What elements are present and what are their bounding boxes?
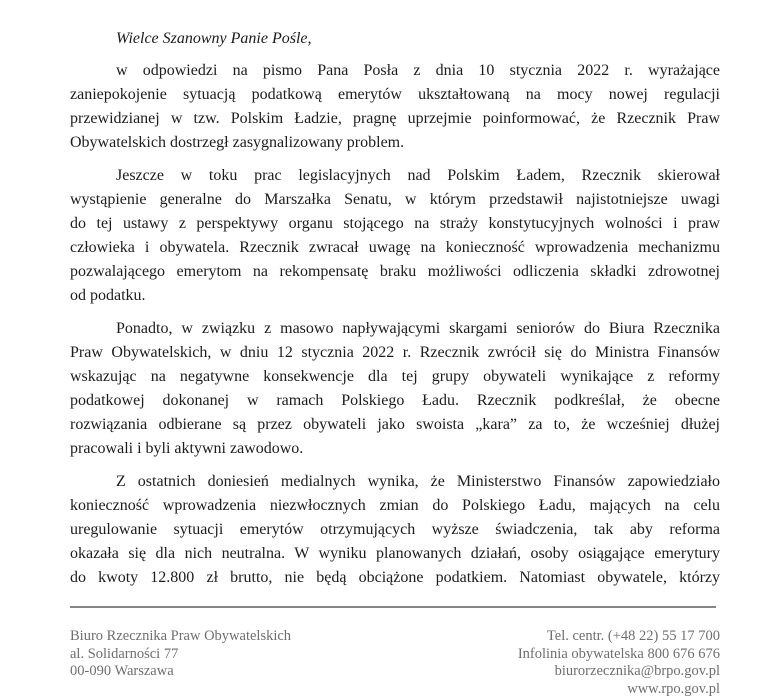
paragraph-line: uregulowanie sytuacji emerytów otrzymujących wyższe świadczenia, tak aby reforma — [70, 521, 720, 538]
footer-address-line: al. Solidarności 77 — [70, 645, 179, 662]
paragraph-line: do tej ustawy z perspektywy organu stojącego na straży konstytucyjnych wolności i praw — [70, 215, 720, 232]
footer-contact-line: biurorzecznika@brpo.gov.pl — [554, 663, 720, 679]
footer-columns — [70, 628, 720, 698]
paragraph-line: pracowali i byli aktywni zawodowo. — [70, 440, 304, 457]
letter-paragraphs — [70, 59, 720, 590]
paragraph-line: zaniepokojenie sytuacją podatkową emerytów ukształtowaną na mocy nowej regulacji — [70, 86, 720, 103]
paragraph-line: okazała się dla nich neutralna. W wyniku planowanych działań, osoby osiągające emerytury — [70, 545, 720, 562]
paragraph-line: przewidzianej w tzw. Polskim Ładzie, pragnę uprzejmie poinformować, że Rzecznik Praw — [70, 110, 720, 127]
paragraph-line: konieczność wprowadzenia niezwłocznych zmian do Polskiego Ładu, mających na celu — [70, 497, 720, 514]
paragraph-line: od podatku. — [70, 287, 146, 304]
paragraph-line: wskazując na negatywne konsekwencje dla tej grupy obywateli wynikające z reformy — [70, 368, 720, 385]
salutation: Wielce Szanowny Panie Pośle, — [116, 30, 312, 47]
paragraph-line: Jeszcze w toku prac legislacyjnych nad Polskim Ładem, Rzecznik skierował — [116, 167, 720, 184]
footer-divider — [70, 606, 716, 608]
paragraph-line: człowieka i obywatela. Rzecznik zwracał uwagę na konieczność wprowadzenia mechanizmu — [70, 239, 720, 256]
footer-address — [70, 628, 291, 698]
footer-contact-line: Infolinia obywatelska 800 676 676 — [517, 645, 720, 662]
paragraph-line: pozwalającego emerytom na rekompensatę braku możliwości odliczenia składki zdrowotnej — [70, 263, 720, 280]
letter-body — [70, 27, 720, 599]
footer-address-line: Biuro Rzecznika Praw Obywatelskich — [70, 628, 292, 644]
paragraph-line: w odpowiedzi na pismo Pana Posła z dnia 10 stycznia 2022 r. wyrażające — [116, 62, 720, 79]
paragraph — [70, 470, 720, 590]
footer-contact-line: www.rpo.gov.pl — [627, 680, 720, 697]
paragraph-line: wystąpienie generalne do Marszałka Senatu, w którym przedstawił najistotniejsze uwagi — [70, 191, 720, 208]
paragraph-line: podatkowej dokonanej w ramach Polskiego Ładu. Rzecznik podkreślał, że obecne — [70, 392, 720, 409]
paragraph — [70, 164, 720, 308]
paragraph-line: Ponadto, w związku z masowo napływającymi skargami seniorów do Biura Rzecznika — [116, 320, 720, 337]
paragraph — [70, 317, 720, 461]
paragraph — [70, 59, 720, 155]
paragraph-line: rozwiązania odbierane są przez obywateli jako swoista „kara” za to, że wcześniej dłużej — [70, 416, 720, 433]
footer-contact-line: Tel. centr. (+48 22) 55 17 700 — [546, 628, 720, 644]
letter-footer — [70, 606, 720, 698]
paragraph-line: Z ostatnich doniesień medialnych wynika, że Ministerstwo Finansów zapowiedziało — [116, 473, 720, 490]
footer-address-line: 00-090 Warszawa — [70, 663, 174, 679]
footer-contact — [518, 628, 720, 698]
paragraph-line: Praw Obywatelskich, w dniu 12 stycznia 2022 r. Rzecznik zwrócił się do Ministra Finansów — [70, 344, 720, 361]
paragraph-line: Obywatelskich dostrzegł zasygnalizowany problem. — [70, 134, 405, 151]
paragraph-line: do kwoty 12.800 zł brutto, nie będą obciążone podatkiem. Natomiast obywatele, którzy — [70, 569, 720, 586]
